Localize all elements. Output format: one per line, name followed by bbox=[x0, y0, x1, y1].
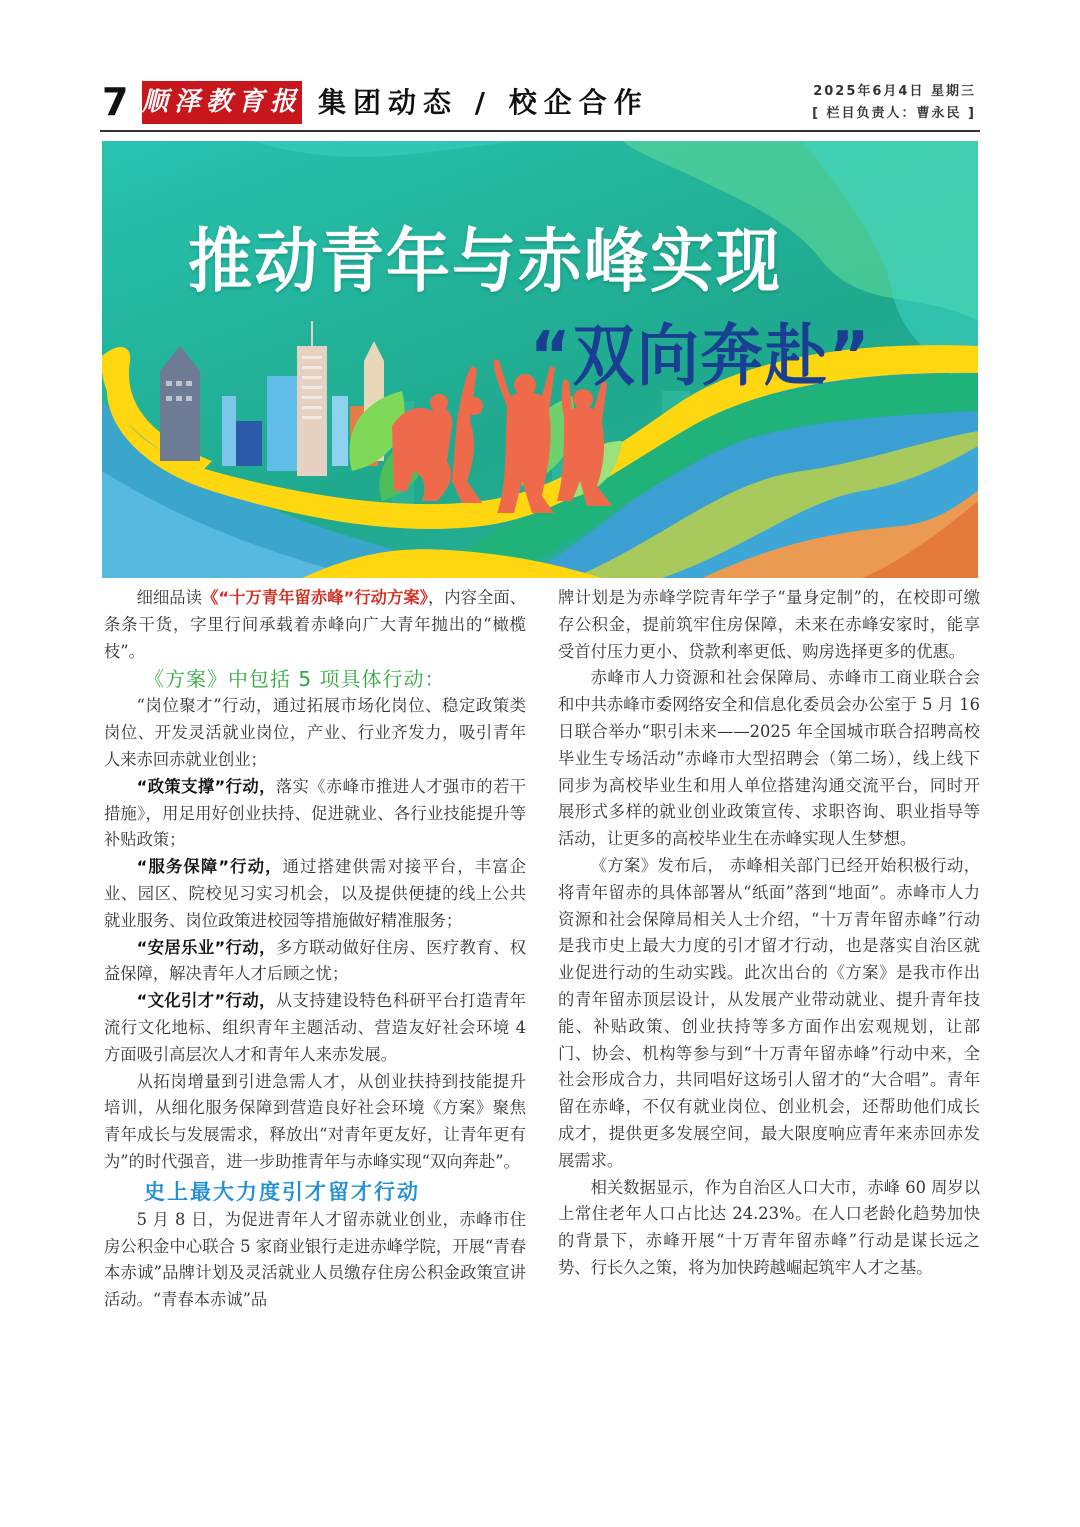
banner-subhead: “双向奔赴” bbox=[530, 316, 872, 396]
newspaper-logo: 顺泽教育报 bbox=[142, 81, 302, 124]
action-item bbox=[104, 693, 526, 773]
intro-rest: 内容全面、条条干货，字里行间承载着赤峰向广大青年抛出的“橄榄枝”。 bbox=[104, 588, 526, 661]
section-title: 集团动态 / 校企合作 bbox=[318, 86, 649, 119]
body-paragraph: 赤峰市人力资源和社会保障局、赤峰市工商业联合会和中共赤峰市委网络安全和信息化委员会办公室于 5 月 16 日联合举办“职引未来——2025 年全国城市联合招聘高校毕业生专场活动”赤峰市大型招聘会（第二场），线上线下同步为高校毕业生和用人单位搭建沟通交流平台，同时开展形式多样的就业创业政策宣传、求职咨询、职业指导等活动，让更多的高校毕业生在赤峰实现人生梦想。 bbox=[558, 668, 980, 849]
action-name: “文化引才”行动， bbox=[136, 991, 276, 1011]
action-item bbox=[104, 935, 526, 989]
action-name: “岗位聚才”行动， bbox=[136, 696, 273, 716]
body-paragraph: 《方案》发布后， 赤峰相关部门已经开始积极行动，将青年留赤的具体部署从“纸面”落到“地面”。赤峰市人力资源和社会保障局相关人士介绍，“十万青年留赤峰”行动是我市史上最大力度的引才留才行动，也是落实自治区就业促进行动的生动实践。此次出台的《方案》是我市作出的青年留赤顶层设计，从发展产业带动就业、提升青年技能、补贴政策、创业扶持等多方面作出宏观规划，让部门、协会、机构等参与到“十万青年留赤峰”行动中来，全社会形成合力，共同唱好这场引人留才的“大合唱”。青年留在赤峰，不仅有就业岗位、创业机会，还帮助他们成长成才，提供更多发展空间，最大限度响应青年来赤回赤发展需求。 bbox=[558, 855, 980, 1170]
action-text: 多方联动做好住房、医疗教育、权益保障，解决青年人才后顾之忧； bbox=[104, 937, 526, 984]
action-item bbox=[104, 774, 526, 854]
action-text: 从支持建设特色科研平台打造青年流行文化地标、组织青年主题活动、营造友好社会环境 4 方面吸引高层次人才和青年人来赤发展。 bbox=[104, 991, 526, 1064]
subheading-five-actions: 《方案》中包括 5 项具体行动： bbox=[144, 667, 446, 692]
article-column-left bbox=[104, 585, 526, 1314]
banner-headline: 推动青年与赤峰实现 bbox=[188, 222, 782, 303]
banner-image bbox=[102, 141, 978, 578]
action-item bbox=[104, 988, 526, 1068]
subheading-talent-action: 史上最大力度引才留才行动 bbox=[144, 1179, 420, 1204]
body-paragraph: 5 月 8 日，为促进青年人才留赤就业创业，赤峰市住房公积金中心联合 5 家商业银行走进赤峰学院，开展“青春本赤诚”品牌计划及灵活就业人员缴存住房公积金政策宣讲活动。“青春本赤诚”品 bbox=[104, 1209, 526, 1310]
action-name: “服务保障”行动， bbox=[136, 857, 283, 877]
publication-date: 2025年6月4日 星期三 bbox=[813, 84, 976, 99]
action-text: 通过拓展市场化岗位、稳定政策类岗位、开发灵活就业岗位，产业、行业齐发力，吸引青年人来赤回赤就业创业； bbox=[104, 696, 526, 769]
body-paragraph-continued: 牌计划是为赤峰学院青年学子“量身定制”的，在校即可缴存公积金，提前筑牢住房保障，未来在赤峰安家时，能享受首付压力更小、贷款利率更低、购房选择更多的优惠。 bbox=[558, 588, 980, 661]
masthead-divider bbox=[100, 130, 980, 132]
action-text: 落实《赤峰市推进人才强市的若干措施》，用足用好创业扶持、促进就业、各行业技能提升等补贴政策； bbox=[104, 776, 526, 850]
intro-lead: 细细品读 bbox=[136, 588, 202, 607]
action-name: “政策支撑”行动， bbox=[136, 776, 276, 796]
column-editor: [ 栏目负责人：曹永民 ] bbox=[812, 106, 976, 121]
body-paragraph: 相关数据显示，作为自治区人口大市，赤峰 60 周岁以上常住老年人口占比达 24.23%。在人口老龄化趋势加快的背景下，赤峰开展“十万青年留赤峰”行动是谋长远之势、行长久之策，将为加快跨越崛起筑牢人才之基。 bbox=[558, 1177, 980, 1277]
masthead bbox=[100, 76, 980, 132]
action-item bbox=[104, 854, 526, 934]
intro-paragraph bbox=[104, 585, 526, 665]
article-column-right bbox=[558, 585, 980, 1282]
plan-title-reference: 《“十万青年留赤峰”行动方案》 bbox=[202, 588, 428, 607]
intro-punct: ， bbox=[427, 588, 445, 607]
action-name: “安居乐业”行动， bbox=[136, 937, 276, 957]
summary-paragraph: 从拓岗增量到引进急需人才，从创业扶持到技能提升培训，从细化服务保障到营造良好社会环境《方案》聚焦青年成长与发展需求，释放出“对青年更友好，让青年更有为”的时代强音，进一步助推青年与赤峰实现“双向奔赴”。 bbox=[104, 1071, 526, 1171]
action-text: 通过搭建供需对接平台，丰富企业、园区、院校见习实习机会，以及提供便捷的线上公共就业服务、岗位政策进校园等措施做好精准服务； bbox=[104, 857, 526, 930]
page-number: 7 bbox=[102, 80, 129, 124]
